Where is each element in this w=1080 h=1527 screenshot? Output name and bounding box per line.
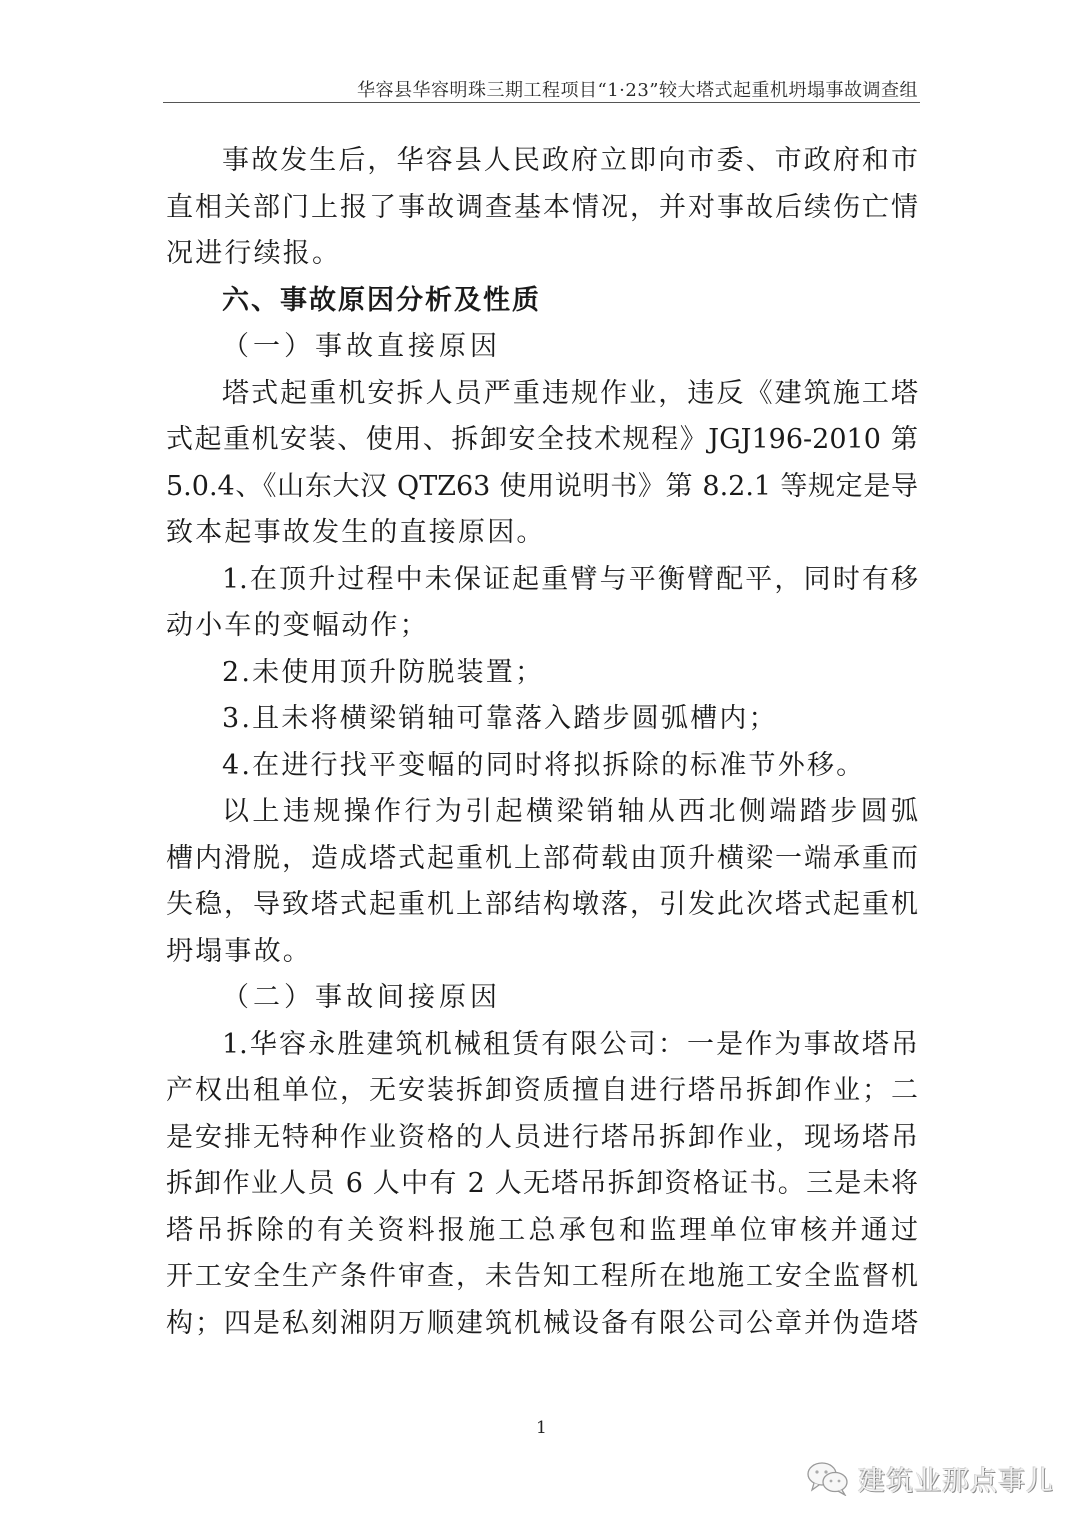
paragraph: [166, 789, 918, 975]
page-number: 1: [536, 1418, 547, 1438]
wechat-icon: [806, 1460, 850, 1496]
paragraph: [166, 650, 918, 697]
text-line: 槽内滑脱，造成塔式起重机上部荷载由顶升横梁一端承重而: [166, 842, 918, 874]
watermark-text: 建筑业那点事儿: [858, 1465, 1054, 1497]
text-line: （一）事故直接原因: [222, 331, 501, 362]
text-line: 1.在顶升过程中未保证起重臂与平衡臂配平，同时有移: [222, 563, 918, 595]
text-line: 事故发生后，华容县人民政府立即向市委、市政府和市: [222, 145, 918, 176]
section-heading: [166, 278, 918, 325]
text-line: 4.在进行找平变幅的同时将拟拆除的标准节外移。: [222, 749, 866, 781]
document-body: [166, 138, 918, 1347]
text-line: 致本起事故发生的直接原因。: [166, 517, 546, 548]
text-line: 坍塌事故。: [166, 935, 312, 967]
text-line: 拆卸作业人员 6 人中有 2 人无塔吊拆卸资格证书。三是未将: [166, 1168, 918, 1199]
subsection-heading: [166, 975, 918, 1022]
text-line: 况进行续报。: [166, 238, 342, 269]
text-line: 失稳，导致塔式起重机上部结构墩落，引发此次塔式起重机: [166, 889, 918, 920]
text-line: 塔吊拆除的有关资料报施工总承包和监理单位审核并通过: [166, 1214, 918, 1246]
text-line: 产权出租单位，无安装拆卸资质擅自进行塔吊拆卸作业；二: [166, 1075, 918, 1106]
paragraph: [166, 557, 918, 650]
paragraph: [166, 138, 918, 278]
header-title: 华容县华容明珠三期工程项目“1·23”较大塔式起重机坍塌事故调查组: [357, 80, 918, 101]
text-line: 1.华容永胜建筑机械租赁有限公司：一是作为事故塔吊: [222, 1028, 918, 1060]
text-line: 开工安全生产条件审查，未告知工程所在地施工安全监督机: [166, 1261, 918, 1292]
paragraph: [166, 1022, 918, 1348]
subsection-heading: [166, 324, 918, 371]
paragraph: [166, 696, 918, 743]
text-line: 直相关部门上报了事故调查基本情况，并对事故后续伤亡情: [166, 191, 918, 223]
text-line: 构；四是私刻湘阴万顺建筑机械设备有限公司公章并伪造塔: [166, 1307, 918, 1339]
page-header: [163, 72, 920, 103]
text-line: 5.0.4、《山东大汉 QTZ63 使用说明书》第 8.2.1 等规定是导: [166, 470, 918, 502]
text-line: （二）事故间接原因: [222, 982, 501, 1013]
watermark: [806, 1458, 1054, 1498]
text-line: 塔式起重机安拆人员严重违规作业，违反《建筑施工塔: [222, 377, 918, 409]
paragraph: [166, 743, 918, 790]
text-line: 2.未使用顶升防脱装置；: [222, 656, 545, 688]
text-line: 式起重机安装、使用、拆卸安全技术规程》JGJ196-2010 第: [166, 424, 918, 455]
text-line: 动小车的变幅动作；: [166, 610, 429, 641]
text-line: 3.且未将横梁销轴可靠落入踏步圆弧槽内；: [222, 703, 778, 734]
text-line: 以上违规操作行为引起横梁销轴从西北侧端踏步圆弧: [222, 796, 918, 827]
paragraph: [166, 371, 918, 557]
text-line: 是安排无特种作业资格的人员进行塔吊拆卸作业，现场塔吊: [166, 1121, 918, 1153]
text-line: 六、事故原因分析及性质: [222, 284, 541, 316]
